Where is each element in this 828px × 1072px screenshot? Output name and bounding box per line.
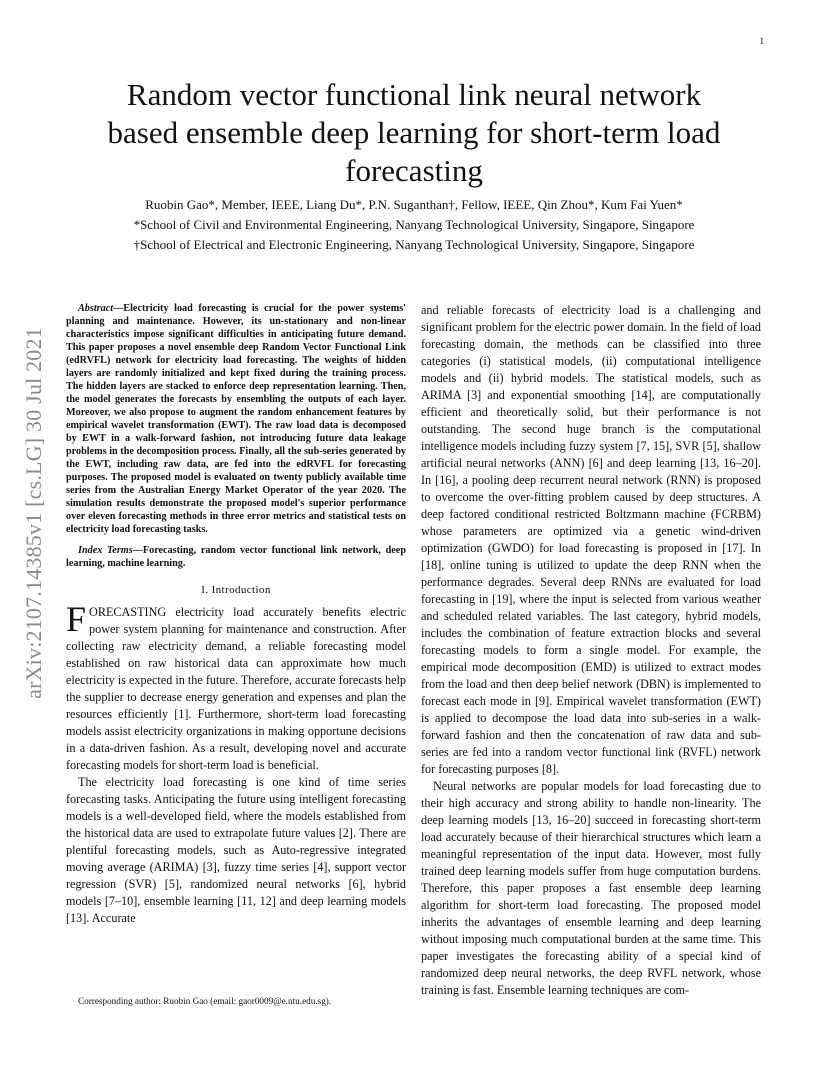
title-line-1: Random vector functional link neural network: [126, 77, 702, 112]
right-column: [421, 302, 761, 999]
corresponding-author-footnote: Corresponding author: Ruobin Gao (email: gaor0009@e.ntu.edu.sg).: [78, 996, 332, 1006]
index-terms: [66, 544, 406, 570]
affiliation-1: *School of Civil and Environmental Engineering, Nanyang Technological University, Singapore, Singapore: [133, 217, 695, 232]
right-paragraph-2: Neural networks are popular models for load forecasting due to their high accuracy and strong ability to handle non-linearity. The deep learning models [13, 16–20] succeed in forecasting short-term load accurately because of their hierarchical structures which learn a meaningful representation of the input data. However, most fully trained deep learning models suffer from huge computation burdens. Therefore, this paper proposes a fast ensemble deep learning algorithm for short-term load forecasting. The proposed model inherits the advantages of ensemble learning and deep learning without imposing much computational burden at the same time. This paper investigates the forecasting ability of a special kind of randomized deep neural networks, the deep RVFL network, whose training is fast. Ensemble learning techniques are com-: [421, 779, 761, 997]
paper-title: [66, 76, 762, 190]
intro-paragraph-2: The electricity load forecasting is one kind of time series forecasting tasks. Anticipating the future using intelligent forecasting models is a well-developed field, where the models established from the historical data are used to extrapolate future values [2]. There are plentiful forecasting models, such as Auto-regressive integrated moving average (ARIMA) [3], fuzzy time series [4], support vector regression (SVR) [5], randomized neural networks [6], hybrid models [7–10], ensemble learning [11, 12] and deep learning models [13]. Accurate: [66, 775, 406, 925]
index-terms-text: —Forecasting, random vector functional link network, deep learning, machine learning.: [66, 545, 406, 569]
drop-cap: F: [66, 599, 87, 639]
arxiv-stamp: [22, 296, 46, 730]
intro-paragraph-1: [66, 599, 406, 774]
abstract-label: Abstract: [78, 303, 114, 314]
index-terms-label: Index Terms: [78, 545, 133, 556]
title-line-2: based ensemble deep learning for short-term load: [107, 115, 721, 150]
affiliation-2: †School of Electrical and Electronic Engineering, Nanyang Technological University, Singapore, Singapore: [133, 237, 695, 252]
abstract-text: —Electricity load forecasting is crucial for the power systems' planning and maintenance. However, its un-stationary and non-linear characteristics impose significant difficulties in anticipating future demand. This paper proposes a novel ensemble deep Random Vector Functional Link (edRVFL) network for electricity load forecasting. The weights of hidden layers are randomly initialized and kept fixed during the training process. The hidden layers are stacked to enforce deep representation learning. Then, the model generates the forecasts by ensembling the outputs of each layer. Moreover, we also propose to augment the random enhancement features by empirical wavelet transformation (EWT). The raw load data is decomposed by EWT in a walk-forward fashion, not introducing future data leakage problems in the decomposition process. Finally, all the sub-series generated by the EWT, including raw data, are fed into the edRVFL for forecasting purposes. The proposed model is evaluated on twenty publicly available time series from the Australian Energy Market Operator of the year 2020. The simulation results demonstrate the proposed model's superior performance over eleven forecasting methods in three error metrics and statistical tests on electricity load forecasting tasks.: [66, 303, 406, 535]
intro-paragraph-1-text: ORECASTING electricity load accurately benefits electric power system planning for maintenance and construction. After collecting raw electricity demand, a reliable forecasting model established on raw historical data can approximate how much electricity is expected in the future. Therefore, accurate forecasts help the supplier to decrease energy generation and expenses and plan the resources efficiently [1]. Furthermore, short-term load forecasting models assist electricity organizations in making opportune decisions in a data-driven fashion. As a result, developing novel and accurate forecasting models for short-term load is beneficial.: [66, 605, 406, 772]
page-number: 1: [759, 36, 764, 46]
left-column: [66, 302, 406, 927]
author-list: Ruobin Gao*, Member, IEEE, Liang Du*, P.N. Suganthan†, Fellow, IEEE, Qin Zhou*, Kum Fai Yuen*: [145, 197, 683, 212]
title-line-3: forecasting: [345, 153, 483, 188]
author-block: [66, 196, 762, 256]
arxiv-stamp-text: arXiv:2107.14385v1 [cs.LG] 30 Jul 2021: [21, 327, 46, 699]
section-heading-introduction: I. Introduction: [201, 584, 271, 596]
abstract: [66, 302, 406, 536]
right-paragraph-1: and reliable forecasts of electricity load is a challenging and significant problem for the electric power domain. In the field of load forecasting domain, the methods can be classified into three categories (i) statistical models, (ii) computational intelligence models and (ii) hybrid models. The statistical models, such as ARIMA [3] and exponential smoothing [14], are computationally efficient and theoretically solid, but their performance is not outstanding. The second huge branch is the computational intelligence models including fuzzy system [7, 15], SVR [5], shallow artificial neural networks (ANN) [6] and deep learning [13, 16–20]. In [16], a pooling deep recurrent neural network (RNN) is proposed to overcome the over-fitting problem caused by deep structures. A deep factored conditional restricted Boltzmann machine (FCRBM) whose parameters are optimized via a genetic wind-driven optimization (GWDO) for load forecasting is proposed in [17]. In [18], online tuning is utilized to update the deep RNN when the performance degrades. Several deep RNNs are evaluated for load forecasting in [19], where the input is selected from various weather and scheduled related variables. The last category, hybrid models, includes the combination of feature extraction blocks and several forecasting models to form a single model. For example, the empirical mode decomposition (EMD) is utilized to extract modes from the load and then deep belief network (DBN) is implemented to forecast each mode in [9]. Empirical wavelet transformation (EWT) is applied to decompose the load data into sub-series in a walk-forward fashion and then the concatenation of raw data and sub-series are fed into a random vector functional link (RVFL) network for forecasting purposes [8].: [421, 303, 761, 776]
